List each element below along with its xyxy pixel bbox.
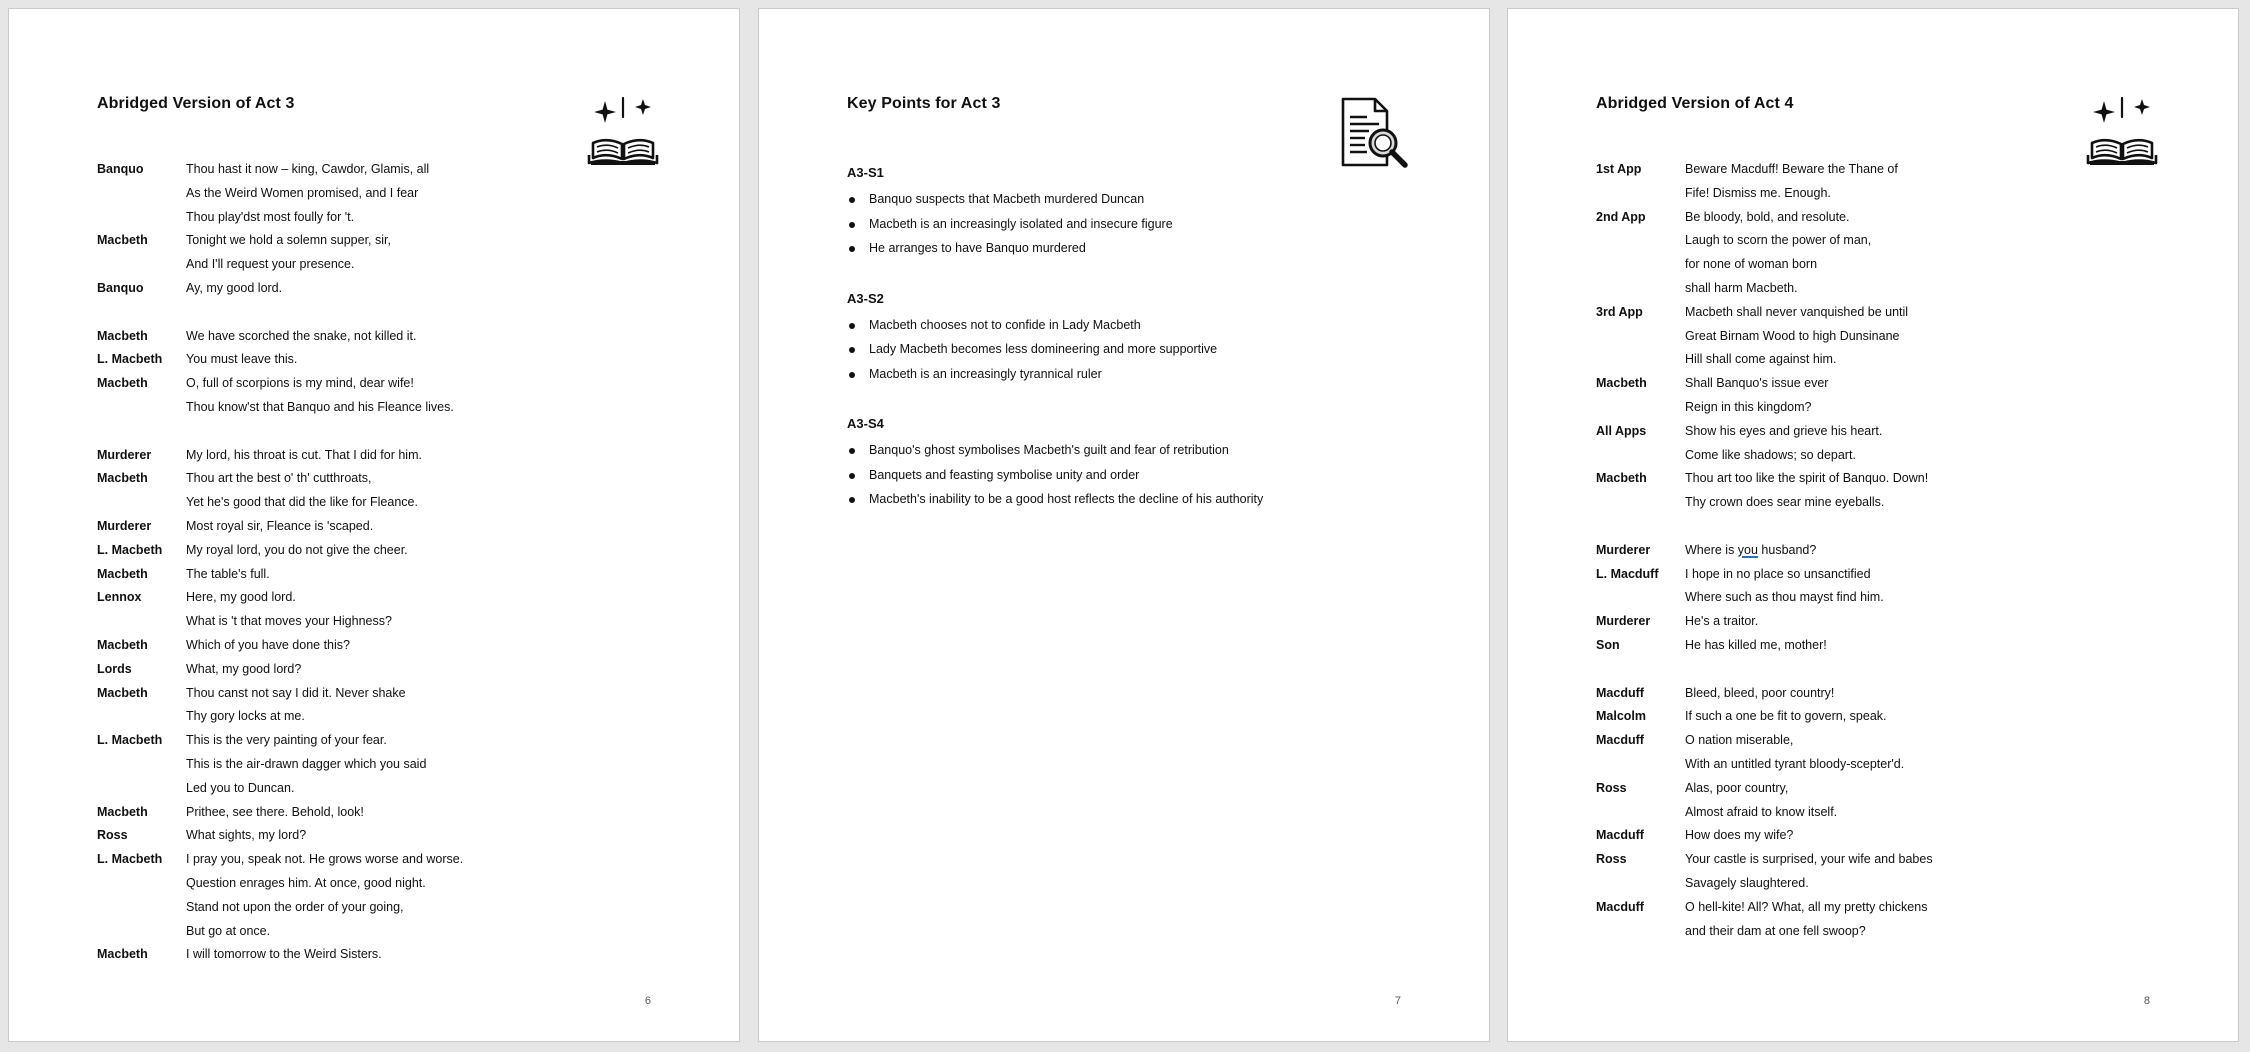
speaker-name: Murderer (97, 447, 152, 462)
dialogue-text: Almost afraid to know itself. (1685, 804, 1838, 819)
script-line (97, 539, 657, 563)
bullet-list (847, 313, 1447, 387)
script-line (1596, 491, 2156, 515)
speaker-name: Macbeth (97, 685, 148, 700)
script-line (1596, 848, 2156, 872)
script-line (1596, 325, 2156, 349)
dialogue-text: Here, my good lord. (186, 590, 296, 605)
speaker-name: Ross (97, 828, 128, 843)
speaker-name: Macduff (1596, 733, 1644, 748)
dialogue-text: Tonight we hold a solemn supper, sir, (186, 233, 391, 248)
script-line (1596, 729, 2156, 753)
dialogue-text: Bleed, bleed, poor country! (1685, 685, 1835, 700)
dialogue-text: But go at once. (186, 923, 271, 938)
speaker-name: Ross (1596, 780, 1627, 795)
dialogue-text: What sights, my lord? (186, 828, 307, 843)
script-line (1596, 610, 2156, 634)
dialogue-text: What, my good lord? (186, 661, 302, 676)
document-page (8, 8, 740, 1042)
speaker-name: Murderer (1596, 542, 1651, 557)
dialogue-text (1685, 539, 1816, 563)
dialogue-text: With an untitled tyrant bloody-scepter'd. (1685, 756, 1905, 771)
dialogue-text: He's a traitor. (1685, 614, 1759, 629)
dialogue-text: and their dam at one fell swoop? (1685, 923, 1866, 938)
dialogue-text: Reign in this kingdom? (1685, 399, 1812, 414)
dialogue-text: Thou canst not say I did it. Never shake (186, 685, 406, 700)
bullet-item: Macbeth's inability to be a good host reflects the decline of his authority (847, 487, 1447, 512)
script-line (97, 729, 657, 753)
speaker-name: Macduff (1596, 685, 1644, 700)
script-line (1596, 253, 2156, 277)
dialogue-text: Thou play'dst most foully for 't. (186, 209, 355, 224)
script-line (97, 182, 657, 206)
script-line (97, 158, 657, 182)
script-line (1596, 753, 2156, 777)
script-line (97, 824, 657, 848)
dialogue-text: Shall Banquo's issue ever (1685, 376, 1829, 391)
dialogue-text: Question enrages him. At once, good night. (186, 875, 426, 890)
speaker-name: 3rd App (1596, 304, 1643, 319)
dialogue-text: Alas, poor country, (1685, 780, 1789, 795)
script-line (1596, 206, 2156, 230)
script-line (97, 872, 657, 896)
script-line (1596, 396, 2156, 420)
bullet-item: He arranges to have Banquo murdered (847, 236, 1447, 261)
page-number: 6 (644, 995, 651, 1007)
key-points-section (847, 159, 1447, 261)
script-line (97, 705, 657, 729)
script-line (1596, 920, 2156, 944)
document-page (758, 8, 1490, 1042)
script-line (1596, 158, 2156, 182)
spellcheck-underlined-word[interactable]: you (1737, 542, 1758, 557)
dialogue-text: He has killed me, mother! (1685, 637, 1827, 652)
page-title: Abridged Version of Act 4 (1596, 95, 1794, 112)
speaker-name: Lords (97, 661, 132, 676)
dialogue-text: I will tomorrow to the Weird Sisters. (186, 947, 382, 962)
speaker-name: Macbeth (97, 471, 148, 486)
dialogue-text: And I'll request your presence. (186, 257, 355, 272)
speaker-name: Macduff (1596, 899, 1644, 914)
dialogue-text: Thy crown does sear mine eyeballs. (1685, 495, 1885, 510)
script-line (1596, 348, 2156, 372)
dialogue-text: How does my wife? (1685, 828, 1794, 843)
dialogue-text: O, full of scorpions is my mind, dear wife! (186, 376, 414, 391)
script-line (1596, 801, 2156, 825)
speaker-name: L. Macbeth (97, 352, 163, 367)
script-line (97, 920, 657, 944)
speaker-name: Ross (1596, 852, 1627, 867)
speaker-name: L. Macduff (1596, 566, 1659, 581)
dialogue-text: for none of woman born (1685, 257, 1818, 272)
speaker-name: Banquo (97, 162, 144, 176)
script-line (97, 777, 657, 801)
speaker-name: Macbeth (97, 637, 148, 652)
speaker-name: Murderer (97, 518, 152, 533)
speaker-name: Murderer (1596, 614, 1651, 629)
page-number: 8 (2143, 995, 2150, 1007)
dialogue-text: Laugh to scorn the power of man, (1685, 233, 1872, 248)
bullet-list (847, 438, 1447, 512)
page-number: 7 (1394, 995, 1401, 1007)
script-line (1596, 777, 2156, 801)
script-line (97, 396, 657, 420)
dialogue-text: Yet he's good that did the like for Fleance. (186, 495, 418, 510)
script-line (97, 229, 657, 253)
dialogue-text: O hell-kite! All? What, all my pretty chickens (1685, 899, 1928, 914)
document-page (1507, 8, 2239, 1042)
speaker-name: Son (1596, 637, 1620, 652)
script-line (97, 444, 657, 468)
section-heading: A3-S1 (847, 165, 884, 180)
dialogue-text: shall harm Macbeth. (1685, 280, 1798, 295)
script-line (1596, 277, 2156, 301)
script-line (97, 943, 657, 967)
speaker-name: Macbeth (97, 328, 148, 343)
section-heading: A3-S4 (847, 416, 884, 431)
script-line (97, 206, 657, 230)
dialogue-text: I pray you, speak not. He grows worse and worse. (186, 852, 464, 867)
bullet-item: Macbeth is an increasingly isolated and insecure figure (847, 212, 1447, 237)
script-line (1596, 182, 2156, 206)
dialogue-text: Beware Macduff! Beware the Thane of (1685, 162, 1898, 176)
speaker-name: Macbeth (97, 804, 148, 819)
speaker-name: Banquo (97, 280, 144, 295)
dialogue-text: The table's full. (186, 566, 270, 581)
dialogue-text: Led you to Duncan. (186, 780, 295, 795)
dialogue-text: Thy gory locks at me. (186, 709, 305, 724)
speaker-name: 1st App (1596, 162, 1642, 176)
dialogue-text: Show his eyes and grieve his heart. (1685, 423, 1883, 438)
dialogue-text: Prithee, see there. Behold, look! (186, 804, 364, 819)
script-line (97, 753, 657, 777)
dialogue-text: Where such as thou mayst find him. (1685, 590, 1884, 605)
bullet-item: Macbeth chooses not to confide in Lady Macbeth (847, 313, 1447, 338)
speaker-name: Macbeth (97, 376, 148, 391)
script-line (97, 515, 657, 539)
script-line (97, 610, 657, 634)
dialogue-text: My lord, his throat is cut. That I did for him. (186, 447, 422, 462)
key-points (847, 159, 1447, 536)
script-line (1596, 896, 2156, 920)
bullet-item: Lady Macbeth becomes less domineering and more supportive (847, 337, 1447, 362)
dialogue-text: Come like shadows; so depart. (1685, 447, 1856, 462)
bullet-list (847, 187, 1447, 261)
script-line (97, 467, 657, 491)
dialogue-segment: husband? (1757, 542, 1817, 557)
bullet-item: Banquo suspects that Macbeth murdered Duncan (847, 187, 1447, 212)
script-line (1596, 444, 2156, 468)
script-line (97, 586, 657, 610)
script-line (1596, 372, 2156, 396)
speaker-name: Macbeth (1596, 376, 1647, 391)
script-line (97, 896, 657, 920)
key-points-section (847, 410, 1447, 512)
page-title: Key Points for Act 3 (847, 95, 1001, 112)
dialogue-text: My royal lord, you do not give the cheer. (186, 542, 408, 557)
dialogue-text: Be bloody, bold, and resolute. (1685, 209, 1850, 224)
script-line (97, 348, 657, 372)
speaker-name: Macbeth (97, 947, 148, 962)
speaker-name: Macduff (1596, 828, 1644, 843)
script-line (1596, 420, 2156, 444)
script-line (97, 253, 657, 277)
dialogue-text: Thou art the best o' th' cutthroats, (186, 471, 372, 486)
script-line (97, 848, 657, 872)
speaker-name: L. Macbeth (97, 852, 163, 867)
speaker-name: Lennox (97, 590, 142, 605)
script-line (1596, 563, 2156, 587)
script-line (97, 277, 657, 301)
script-line (1596, 467, 2156, 491)
script-line (1596, 586, 2156, 610)
dialogue-text: As the Weird Women promised, and I fear (186, 185, 419, 200)
dialogue-text: We have scorched the snake, not killed it. (186, 328, 417, 343)
script-line (1596, 682, 2156, 706)
section-heading: A3-S2 (847, 290, 884, 306)
dialogue-text: This is the air-drawn dagger which you said (186, 756, 427, 771)
dialogue-text: O nation miserable, (1685, 733, 1794, 748)
script-line (1596, 872, 2156, 896)
key-points-section (847, 285, 1447, 387)
script-line (97, 682, 657, 706)
dialogue-segment: Where is (1685, 542, 1738, 557)
script-line (97, 325, 657, 349)
bullet-item: Banquets and feasting symbolise unity and order (847, 463, 1447, 488)
speaker-name: Macbeth (97, 566, 148, 581)
script-line (97, 563, 657, 587)
script-excerpt (1596, 158, 2156, 943)
script-line (1596, 229, 2156, 253)
speaker-name: Malcolm (1596, 709, 1647, 724)
script-line (1596, 705, 2156, 729)
dialogue-text: Thou hast it now – king, Cawdor, Glamis, all (186, 162, 430, 176)
script-line (97, 372, 657, 396)
speaker-name: L. Macbeth (97, 733, 163, 748)
script-line (97, 801, 657, 825)
script-line (97, 634, 657, 658)
speaker-name: All Apps (1596, 423, 1647, 438)
page-title: Abridged Version of Act 3 (97, 95, 295, 112)
dialogue-text: Savagely slaughtered. (1685, 875, 1809, 890)
dialogue-text: Which of you have done this? (186, 637, 350, 652)
speaker-name: Macbeth (97, 233, 148, 248)
speaker-name: L. Macbeth (97, 542, 163, 557)
speaker-name: Macbeth (1596, 471, 1647, 486)
script-line (97, 658, 657, 682)
dialogue-text: If such a one be fit to govern, speak. (1685, 709, 1887, 724)
dialogue-text: This is the very painting of your fear. (186, 733, 387, 748)
dialogue-text: Fife! Dismiss me. Enough. (1685, 185, 1831, 200)
dialogue-text: Macbeth shall never vanquished be until (1685, 304, 1909, 319)
bullet-item: Banquo's ghost symbolises Macbeth's guilt and fear of retribution (847, 438, 1447, 463)
dialogue-text: What is 't that moves your Highness? (186, 614, 392, 629)
dialogue-text: Your castle is surprised, your wife and babes (1685, 852, 1933, 867)
script-line (97, 491, 657, 515)
dialogue-text: Thou know'st that Banquo and his Fleance lives. (186, 399, 454, 414)
dialogue-text: I hope in no place so unsanctified (1685, 566, 1871, 581)
script-line (1596, 539, 2156, 563)
dialogue-text: Ay, my good lord. (186, 280, 283, 295)
dialogue-text: Hill shall come against him. (1685, 352, 1837, 367)
dialogue-text: Stand not upon the order of your going, (186, 899, 404, 914)
script-line (1596, 824, 2156, 848)
dialogue-text: Great Birnam Wood to high Dunsinane (1685, 328, 1900, 343)
bullet-item: Macbeth is an increasingly tyrannical ruler (847, 362, 1447, 387)
dialogue-text: Thou art too like the spirit of Banquo. Down! (1685, 471, 1929, 486)
speaker-name: 2nd App (1596, 209, 1646, 224)
dialogue-text: Most royal sir, Fleance is 'scaped. (186, 518, 374, 533)
script-line (1596, 634, 2156, 658)
dialogue-text: You must leave this. (186, 352, 298, 367)
script-excerpt (97, 158, 657, 967)
script-line (1596, 301, 2156, 325)
